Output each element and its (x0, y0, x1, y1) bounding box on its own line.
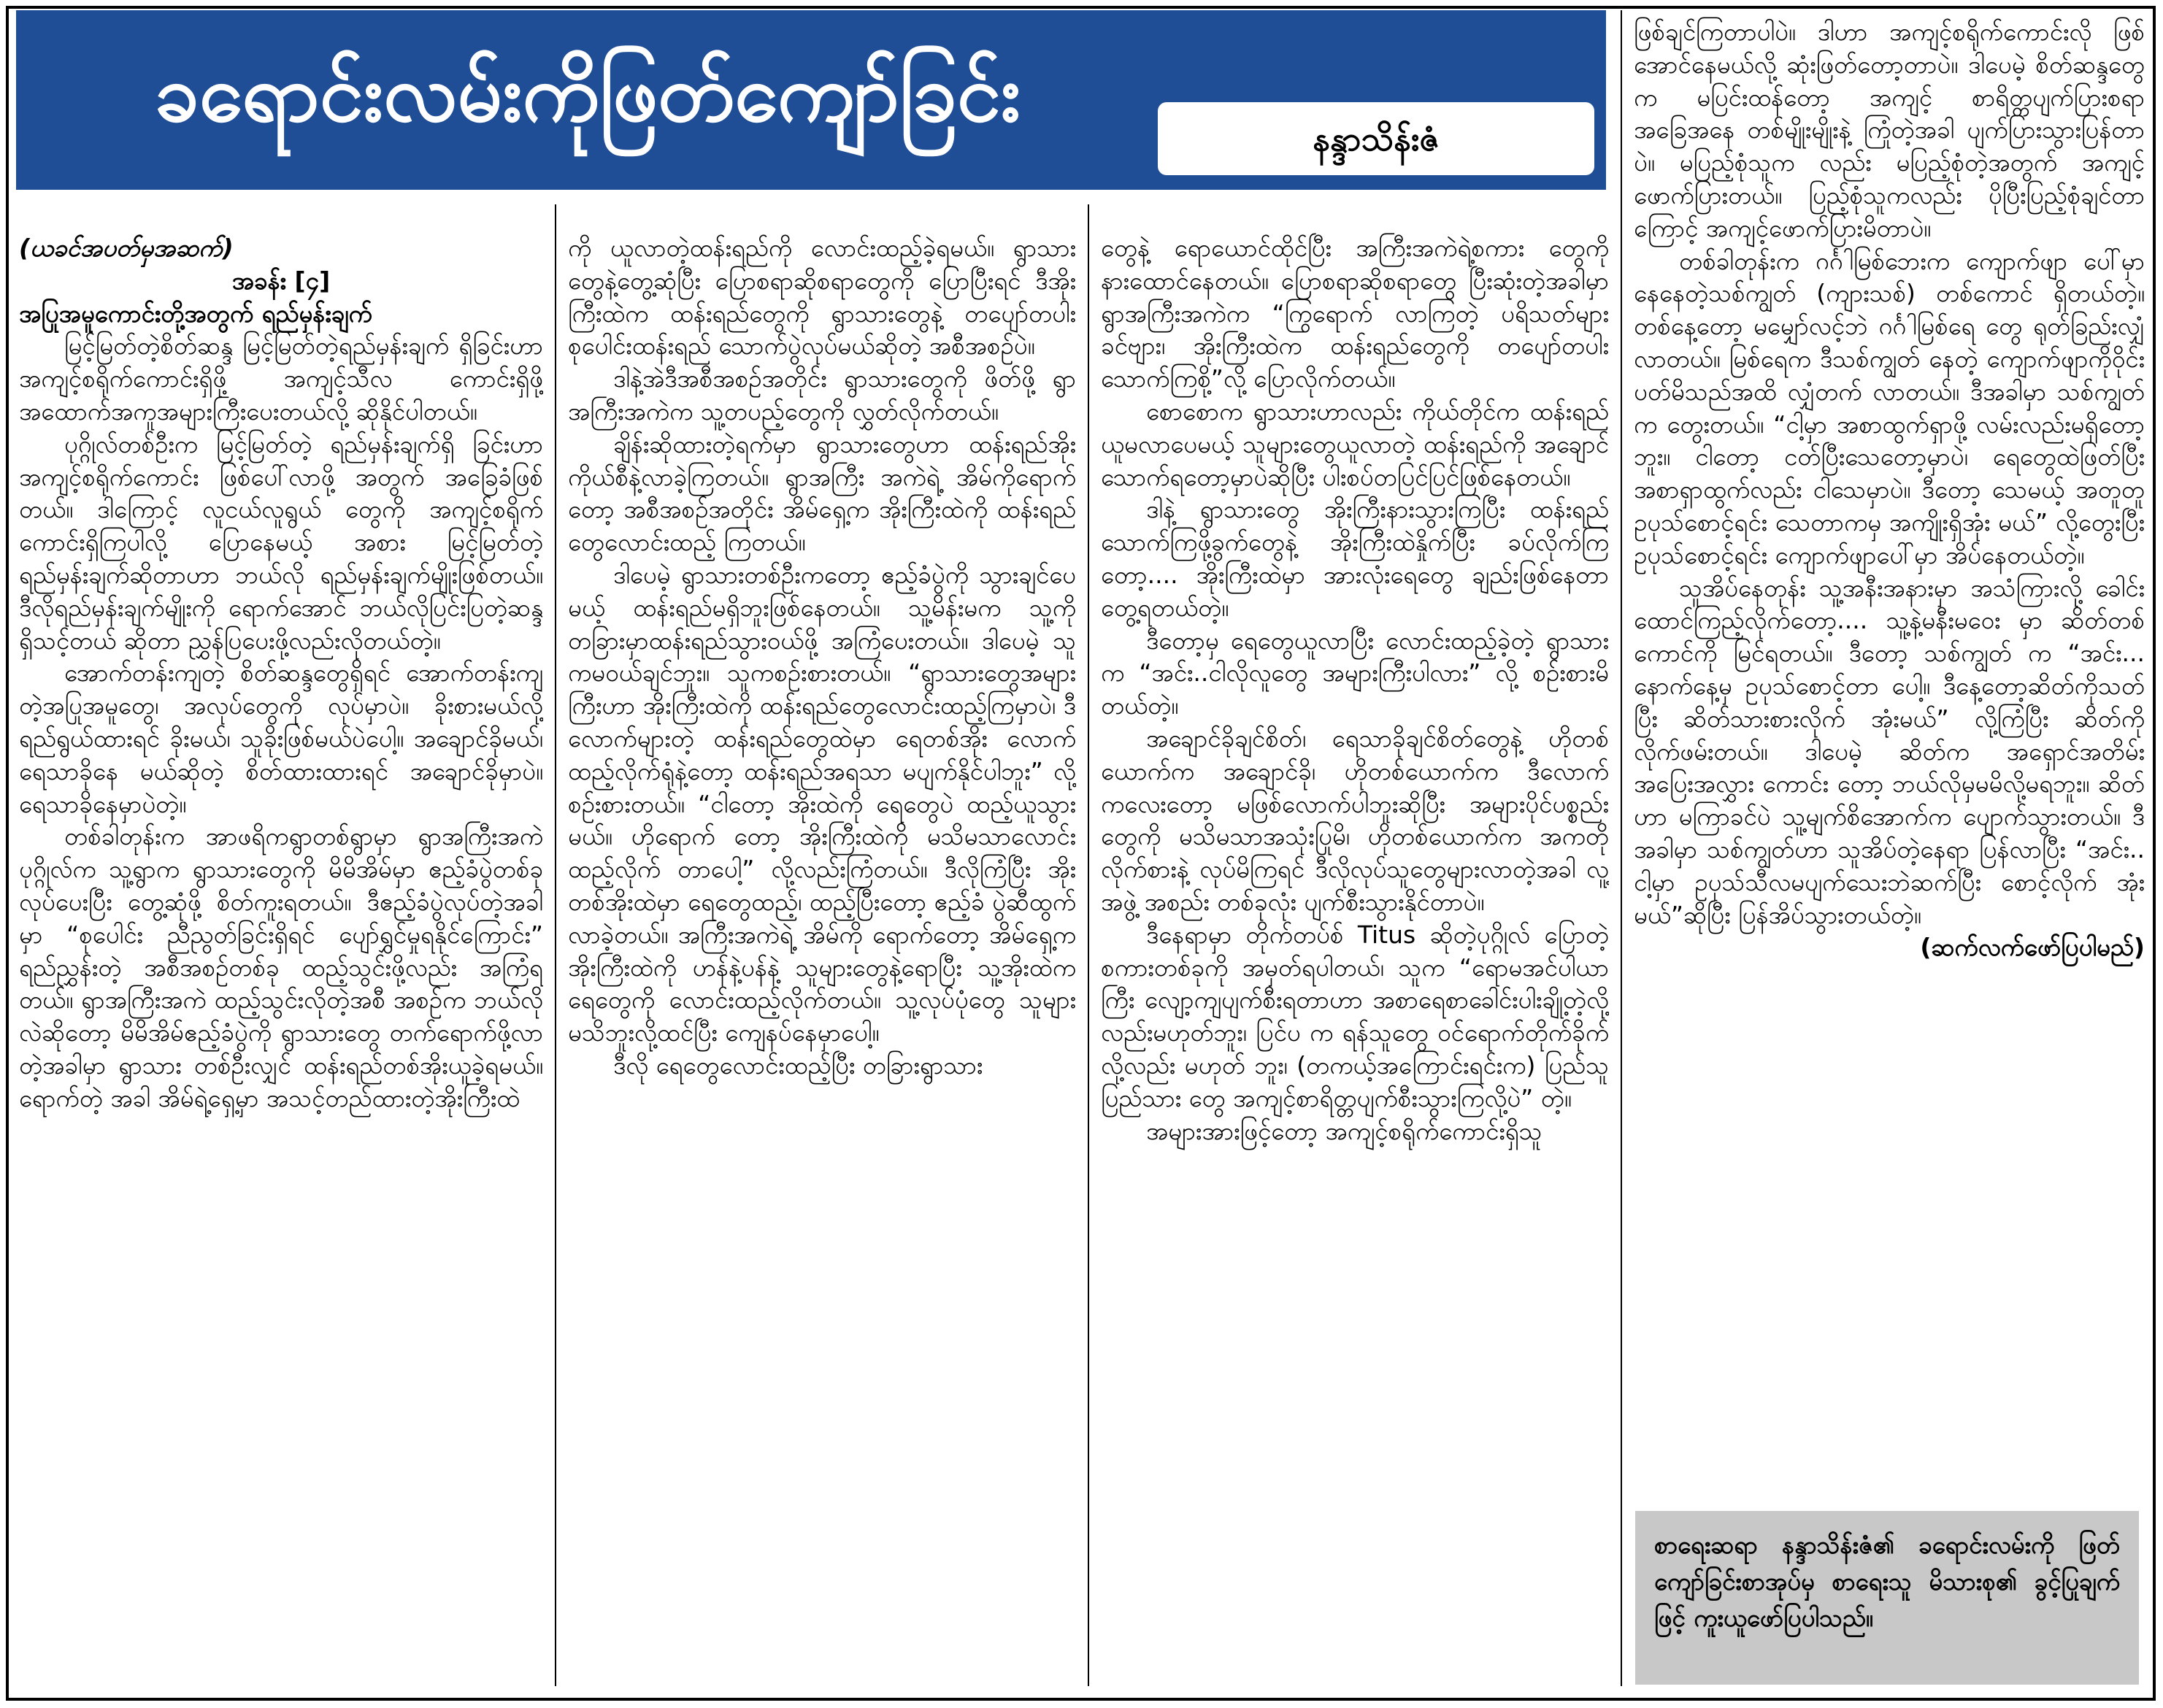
paragraph: ဒါနဲ့အဲဒီအစီအစဉ်အတိုင်း ရွာသားတွေကို ဖိတ်ဖို့ ရွာအကြီးအကဲက သူ့တပည့်တွေကို လွှတ်လိုက်တယ်။ (568, 364, 1076, 426)
chapter-heading: အခန်း [၄] (231, 266, 331, 295)
column-3 (1101, 232, 1609, 1689)
paragraph: ဒီနေရာမှာ တိုက်တပ်စ် Titus ဆိုတဲ့ပုဂ္ဂိုလ် ပြောတဲ့စကားတစ်ခုကို အမှတ်ရပါတယ်၊ သူက “ရောမအင်ပါယာကြီး လျော့ကျပျက်စီးရတာဟာ အစာရေစာခေါင်းပါးချို့တဲ့လို့လည်းမဟုတ်ဘူး၊ ပြင်ပ က ရန်သူတွေ ဝင်ရောက်တိုက်ခိုက်လို့လည်း မဟုတ် ဘူး၊ (တကယ့်အကြောင်းရင်းက) ပြည်သူ ပြည်သား တွေ အကျင့်စာရိတ္တပျက်စီးသွားကြလို့ပဲ” တဲ့။ (1101, 920, 1609, 1112)
paragraph: တွေနဲ့ ရောယောင်ထိုင်ပြီး အကြီးအကဲရဲ့စကား တွေကို နားထောင်နေတယ်။ ပြောစရာဆိုစရာတွေ ပြီးဆုံးတဲ့အခါမှာ ရွာအကြီးအကဲက “ကြွရောက် လာကြတဲ့ ပရိသတ်များခင်ဗျား၊ အိုးကြီးထဲက ထန်းရည်တွေကို တပျော်တပါးသောက်ကြစို့”လို့ ပြောလိုက်တယ်။ (1101, 234, 1609, 393)
paragraph: ပုဂ္ဂိုလ်တစ်ဦးက မြင့်မြတ်တဲ့ ရည်မှန်းချက်ရှိ ခြင်းဟာ အကျင့်စရိုက်ကောင်း ဖြစ်ပေါ်လာဖို့ အတွက် အခြေခံဖြစ်တယ်။ ဒါကြောင့် လူငယ်လူရွယ် တွေကို အကျင့်စရိုက်ကောင်းရှိကြပါလို့ ပြောနေမယ့် အစား မြင့်မြတ်တဲ့ရည်မှန်းချက်ဆိုတာဟာ ဘယ်လို ရည်မှန်းချက်မျိုးဖြစ်တယ်။ ဒီလိုရည်မှန်းချက်မျိုးကို ရောက်အောင် ဘယ်လိုပြင်းပြတဲ့ဆန္ဒ ရှိသင့်တယ် ဆိုတာ ညွှန်ပြပေးဖို့လည်းလိုတယ်တဲ့။ (19, 429, 543, 655)
column-2 (568, 232, 1076, 1689)
to-be-continued: (ဆက်လက်ဖော်ပြပါမည်) (1920, 933, 2145, 962)
paragraph: အောက်တန်းကျတဲ့ စိတ်ဆန္ဒတွေရှိရင် အောက်တန်းကျတဲ့အပြုအမူတွေ၊ အလုပ်တွေကို လုပ်မှာပဲ။ ခိုးစားမယ်လို့ ရည်ရွယ်ထားရင် ခိုးမယ်၊ သူခိုးဖြစ်မယ်ပဲပေါ့။ အချောင်ခိုမယ်၊ ရေသာခိုနေ မယ်ဆိုတဲ့ စိတ်ထားထားရင် အချောင်ခိုမှာပဲ။ ရေသာခိုနေမှာပဲတဲ့။ (19, 658, 543, 818)
title-banner (16, 10, 1606, 190)
author-name: နန္ဒာသိန်းဇံ (1313, 119, 1440, 158)
column-1 (19, 232, 543, 1689)
paragraph: ဒီတော့မှ ရေတွေယူလာပြီး လောင်းထည့်ခဲ့တဲ့ ရွာသားက “အင်း..ငါလိုလူတွေ အများကြီးပါလား” လို့ စဉ်းစားမိတယ်တဲ့။ (1101, 626, 1609, 720)
paragraph: ဒါပေမဲ့ ရွာသားတစ်ဦးကတော့ ဧည့်ခံပွဲကို သွားချင်ပေမယ့် ထန်းရည်မရှိဘူးဖြစ်နေတယ်။ သူ့မိန်းမက သူ့ကို တခြားမှာထန်းရည်သွားဝယ်ဖို့ အကြံပေးတယ်။ ဒါပေမဲ့ သူကမဝယ်ချင်ဘူး။ သူကစဉ်းစားတယ်။ “ရွာသားတွေအများကြီးဟာ အိုးကြီးထဲကို ထန်းရည်တွေလောင်းထည့်ကြမှာပဲ၊ ဒီလောက်များတဲ့ ထန်းရည်တွေထဲမှာ ရေတစ်အိုး လောက် ထည့်လိုက်ရုံနဲ့တော့ ထန်းရည်အရသာ မပျက်နိုင်ပါဘူး” လို့စဉ်းစားတယ်။ “ငါတော့ အိုးထဲကို ရေတွေပဲ ထည့်ယူသွားမယ်။ ဟိုရောက် တော့ အိုးကြီးထဲကို မသိမသာလောင်းထည့်လိုက် တာပေါ့” လို့လည်းကြံတယ်။ ဒီလိုကြံပြီး အိုး တစ်အိုးထဲမှာ ရေတွေထည့်၊ ထည့်ပြီးတော့ ဧည့်ခံ ပွဲဆီထွက်လာခဲ့တယ်။ အကြီးအကဲရဲ့ အိမ်ကို ရောက်တော့ အိမ်ရှေ့က အိုးကြီးထဲကို ဟန်နဲ့ပန်နဲ့ သူများတွေနဲ့ရောပြီး သူ့အိုးထဲက ရေတွေကို လောင်းထည့်လိုက်တယ်။ သူ့လုပ်ပုံတွေ သူများ မသိဘူးလို့ထင်ပြီး ကျေနပ်နေမှာပေါ့။ (568, 560, 1076, 1047)
paragraph: အများအားဖြင့်တော့ အကျင့်စရိုက်ကောင်းရှိသူ (1146, 1116, 1542, 1145)
author-box (1158, 102, 1594, 175)
column-divider-2 (1088, 204, 1089, 1686)
paragraph: တစ်ခါတုန်းက အာဖရိကရွာတစ်ရွာမှာ ရွာအကြီးအကဲပုဂ္ဂိုလ်က သူ့ရွာက ရွာသားတွေကို မိမိအိမ်မှာ ဧည့်ခံပွဲတစ်ခုလုပ်ပေးပြီး တွေ့ဆုံဖို့ စိတ်ကူးရတယ်။ ဒီဧည့်ခံပွဲလုပ်တဲ့အခါမှာ “စုပေါင်း ညီညွတ်ခြင်းရှိရင် ပျော်ရွှင်မှုရနိုင်ကြောင်း” ရည်ညွှန်းတဲ့ အစီအစဉ်တစ်ခု ထည့်သွင်းဖို့လည်း အကြံရတယ်။ ရွာအကြီးအကဲ ထည့်သွင်းလိုတဲ့အစီ အစဉ်က ဘယ်လိုလဲဆိုတော့ မိမိအိမ်ဧည့်ခံပွဲကို ရွာသားတွေ တက်ရောက်ဖို့လာတဲ့အခါမှာ ရွာသား တစ်ဦးလျှင် ထန်းရည်တစ်အိုးယူခဲ့ရမယ်။ ရောက်တဲ့ အခါ အိမ်ရဲ့ရှေ့မှာ အသင့်တည်ထားတဲ့အိုးကြီးထဲ (19, 822, 543, 1112)
paragraph: ကို ယူလာတဲ့ထန်းရည်ကို လောင်းထည့်ခဲ့ရမယ်။ ရွာသားတွေနဲ့တွေ့ဆုံပြီး ပြောစရာဆိုစရာတွေကို ပြောပြီးရင် ဒီအိုးကြီးထဲက ထန်းရည်တွေကို ရွာသားတွေနဲ့ တပျော်တပါး စုပေါင်းထန်းရည် သောက်ပွဲလုပ်မယ်ဆိုတဲ့ အစီအစဉ်ပဲ။ (568, 234, 1076, 361)
paragraph: ဖြစ်ချင်ကြတာပါပဲ။ ဒါဟာ အကျင့်စရိုက်ကောင်းလို ဖြစ်အောင်နေမယ်လို့ ဆုံးဖြတ်တော့တာပဲ။ ဒါပေမဲ့ စိတ်ဆန္ဒတွေက မပြင်းထန်တော့ အကျင့် စာရိတ္တပျက်ပြားစရာအခြေအနေ တစ်မျိုးမျိုးနဲ့ ကြုံတဲ့အခါ ပျက်ပြားသွားပြန်တာပဲ။ မပြည့်စုံသူက လည်း မပြည့်စုံတဲ့အတွက် အကျင့်ဖောက်ပြားတယ်။ ပြည့်စုံသူကလည်း ပိုပြီးပြည့်စုံချင်တာကြောင့် အကျင့်ဖောက်ပြားမိတာပဲ။ (1634, 18, 2145, 242)
column-4 (1634, 16, 2145, 1505)
article-title: ခရောင်းလမ်းကိုဖြတ်ကျော်ခြင်း (155, 48, 1021, 139)
paragraph: သူအိပ်နေတုန်း သူ့အနီးအနားမှာ အသံကြားလို့ ခေါင်းထောင်ကြည့်လိုက်တော့.... သူ့နဲ့မနီးမဝေး မှာ ဆိတ်တစ်ကောင်ကို မြင်ရတယ်။ ဒီတော့ သစ်ကျွတ် က “အင်း... နောက်နေ့မှ ဥပုသ်စောင့်တာ ပေါ့။ ဒီနေ့တော့ဆိတ်ကိုသတ်ပြီး ဆိတ်သားစားလိုက် အုံးမယ်” လို့ကြံပြီး ဆိတ်ကို လိုက်ဖမ်းတယ်။ ဒါပေမဲ့ ဆိတ်က အရှောင်အတိမ်း အပြေးအလွှား ကောင်း တော့ ဘယ်လိုမှမမိလို့မရဘူး။ ဆိတ်ဟာ မကြာခင်ပဲ သူ့မျက်စိအောက်က ပျောက်သွားတယ်။ ဒီအခါမှာ သစ်ကျွတ်ဟာ သူအိပ်တဲ့နေရာ ပြန်လာပြီး “အင်း.. ငါ့မှာ ဥပုသ်သီလမပျက်သေးဘဲဆက်ပြီး စောင့်လိုက် အုံးမယ်”ဆိုပြီး ပြန်အိပ်သွားတယ်တဲ့။ (1634, 573, 2145, 929)
section-subheading: အပြုအမူကောင်းတို့အတွက် ရည်မှန်းချက် (19, 299, 372, 328)
permission-note (1635, 1511, 2139, 1685)
paragraph: စောစောက ရွာသားဟာလည်း ကိုယ်တိုင်က ထန်းရည်ယူမလာပေမယ့် သူများတွေယူလာတဲ့ ထန်းရည်ကို အချောင်သောက်ရတော့မှာပဲဆိုပြီး ပါးစပ်တပြင်ပြင်ဖြစ်နေတယ်။ (1101, 396, 1609, 491)
paragraph: ဒါနဲ့ ရွာသားတွေ အိုးကြီးနားသွားကြပြီး ထန်းရည်သောက်ကြဖို့ခွက်တွေနဲ့ အိုးကြီးထဲနှိုက်ပြီး ခပ်လိုက်ကြတော့.... အိုးကြီးထဲမှာ အားလုံးရေတွေ ချည်းဖြစ်နေတာ တွေ့ရတယ်တဲ့။ (1101, 495, 1609, 622)
paragraph: မြင့်မြတ်တဲ့စိတ်ဆန္ဒ မြင့်မြတ်တဲ့ရည်မှန်းချက် ရှိခြင်းဟာ အကျင့်စရိုက်ကောင်းရှိဖို့ အကျင့်သီလ ကောင်းရှိဖို့ အထောက်အကူအများကြီးပေးတယ်လို့ ဆိုနိုင်ပါတယ်။ (19, 331, 543, 426)
paragraph: တစ်ခါတုန်းက ဂင်္ဂါမြစ်ဘေးက ကျောက်ဖျာ ပေါ်မှာ နေနေတဲ့သစ်ကျွတ် (ကျားသစ်) တစ်ကောင် ရှိတယ်တဲ့။ တစ်နေ့တော့ မမျှော်လင့်ဘဲ ဂင်္ဂါမြစ်ရေ တွေ ရုတ်ခြည်းလျှံလာတယ်။ မြစ်ရေက ဒီသစ်ကျွတ် နေတဲ့ ကျောက်ဖျာကိုဝိုင်းပတ်မိသည်အထိ လျှံတက် လာတယ်။ ဒီအခါမှာ သစ်ကျွတ်က တွေးတယ်။ “ငါ့မှာ အစာထွက်ရှာဖို့ လမ်းလည်းမရှိတော့ဘူး။ ငါတော့ ငတ်ပြီးသေတော့မှာပဲ၊ ရေတွေထဲဖြတ်ပြီး အစာရှာထွက်လည်း ငါသေမှာပဲ။ ဒီတော့ သေမယ့် အတူတူ ဥပုသ်စောင့်ရင်း သေတာကမှ အကျိုးရှိအုံး မယ်” လို့တွေးပြီး ဥပုသ်စောင့်ရင်း ကျောက်ဖျာပေါ်မှာ အိပ်နေတယ်တဲ့။ (1634, 246, 2145, 569)
paragraph: ချိန်းဆိုထားတဲ့ရက်မှာ ရွာသားတွေဟာ ထန်းရည်အိုးကိုယ်စီနဲ့လာခဲ့ကြတယ်။ ရွာအကြီး အကဲရဲ့ အိမ်ကိုရောက်တော့ အစီအစဉ်အတိုင်း အိမ်ရှေ့က အိုးကြီးထဲကို ထန်းရည်တွေလောင်းထည့် ကြတယ်။ (568, 429, 1076, 557)
permission-note-text: စာရေးဆရာ နန္ဒာသိန်းဇံ၏ ခရောင်းလမ်းကို ဖြတ်ကျော်ခြင်းစာအုပ်မှ စာရေးသူ မိသားစု၏ ခွင့်ပြုချက်ဖြင့် ကူးယူဖော်ပြပါသည်။ (1654, 1531, 2120, 1632)
column-divider-3 (1621, 10, 1622, 1686)
column-divider-1 (555, 204, 556, 1686)
continued-note: (ယခင်အပတ်မှအဆက်) (19, 234, 234, 262)
paragraph: ဒီလို ရေတွေလောင်းထည့်ပြီး တခြားရွာသား (613, 1050, 983, 1080)
paragraph: အချောင်ခိုချင်စိတ်၊ ရေသာခိုချင်စိတ်တွေနဲ့ ဟိုတစ်ယောက်က အချောင်ခို၊ ဟိုတစ်ယောက်က ဒီလောက်ကလေးတော့ မဖြစ်လောက်ပါဘူးဆိုပြီး အများပိုင်ပစ္စည်းတွေကို မသိမသာအသုံးပြုမိ၊ ဟိုတစ်ယောက်က အကတိုလိုက်စားနဲ့ လုပ်မိကြရင် ဒီလိုလုပ်သူတွေများလာတဲ့အခါ လူ့အဖွဲ့ အစည်း တစ်ခုလုံး ပျက်စီးသွားနိုင်တာပဲ။ (1101, 723, 1609, 916)
